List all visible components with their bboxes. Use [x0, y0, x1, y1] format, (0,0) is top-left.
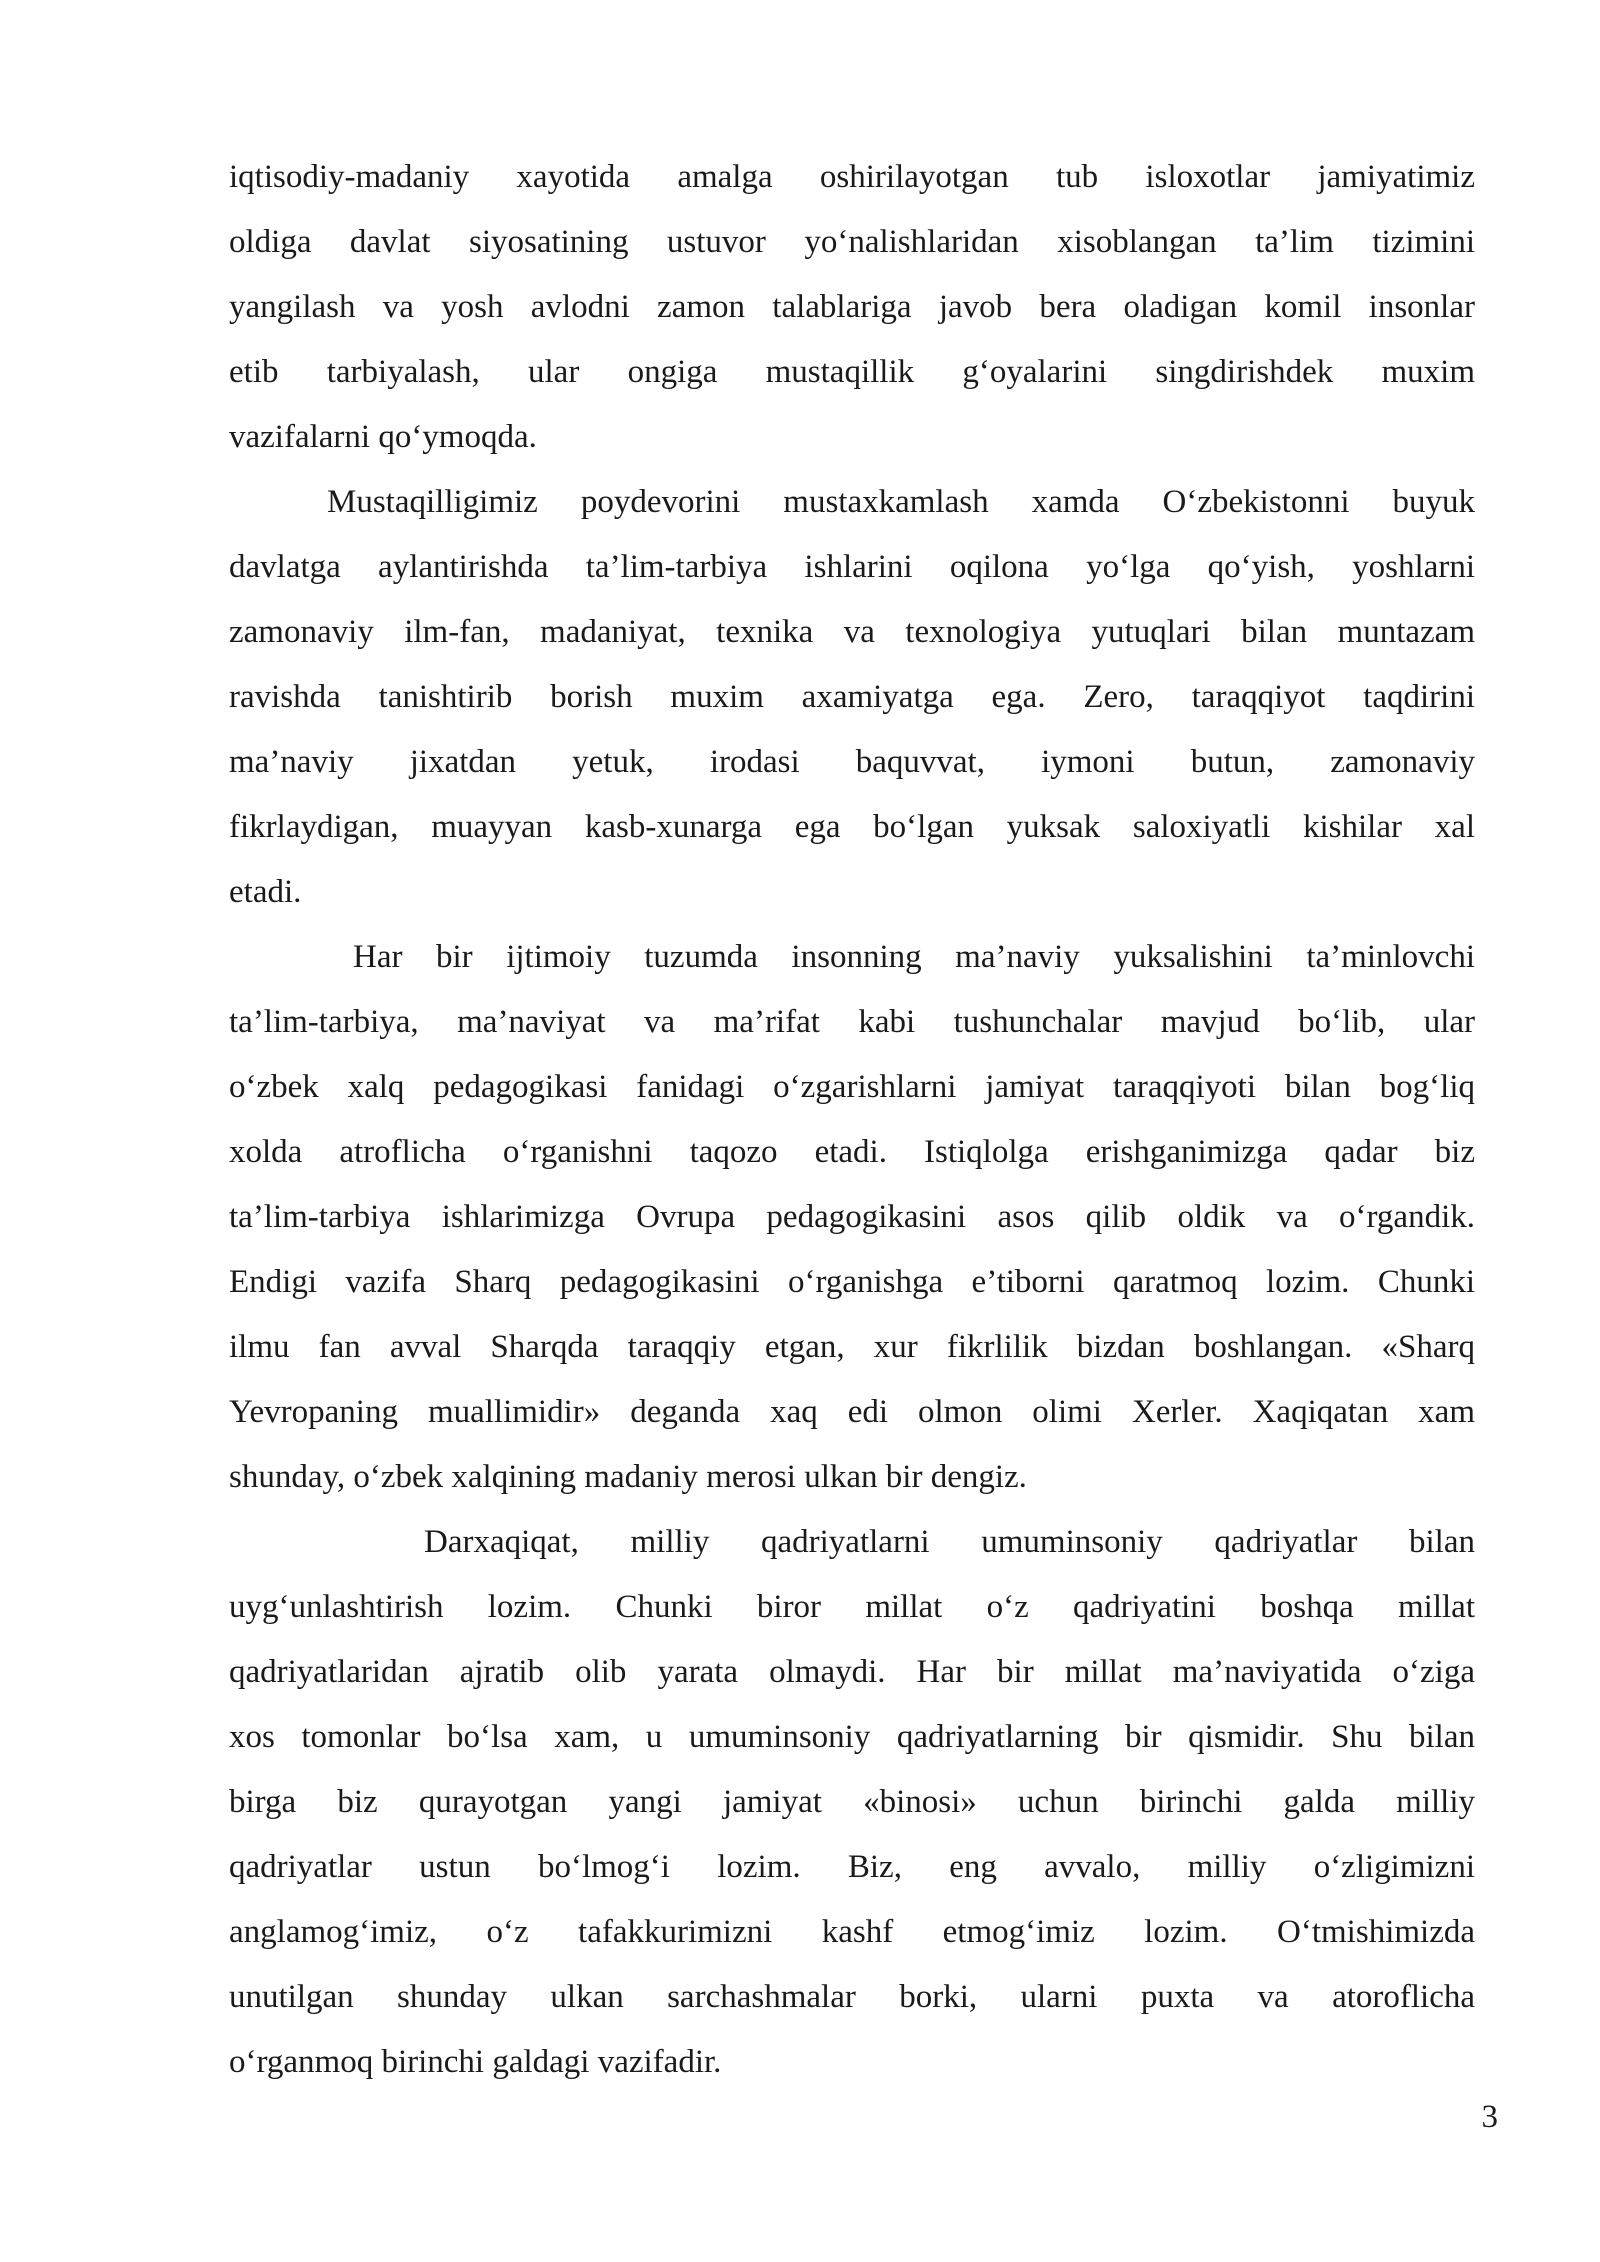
text-line: yangilash va yosh avlodni zamon talablariga javob bera oladigan komil insonlar	[229, 289, 1475, 325]
text-line: ravishda tanishtirib borish muxim axamiyatga ega. Zero, taraqqiyot taqdirini	[229, 679, 1475, 715]
text-line: Endigi vazifa Sharq pedagogikasini o‘rganishga e’tiborni qaratmoq lozim. Chunki	[229, 1264, 1475, 1300]
text-line: shunday, o‘zbek xalqining madaniy merosi ulkan bir dengiz.	[229, 1459, 1027, 1495]
text-line: ta’lim-tarbiya ishlarimizga Ovrupa pedagogikasini asos qilib oldik va o‘rgandik.	[229, 1199, 1475, 1235]
text-line: davlatga aylantirishda ta’lim-tarbiya ishlarini oqilona yo‘lga qo‘yish, yoshlarni	[229, 549, 1475, 585]
text-line: etadi.	[229, 874, 302, 910]
text-line: uyg‘unlashtirish lozim. Chunki biror millat o‘z qadriyatini boshqa millat	[229, 1589, 1475, 1625]
text-line: Darxaqiqat, milliy qadriyatlarni umuminsoniy qadriyatlar bilan	[424, 1524, 1475, 1560]
text-line: vazifalarni qo‘ymoqda.	[229, 419, 537, 455]
text-line: ta’lim-tarbiya, ma’naviyat va ma’rifat kabi tushunchalar mavjud bo‘lib, ular	[229, 1004, 1475, 1040]
text-line: xolda atroflicha o‘rganishni taqozo etadi. Istiqlolga erishganimizga qadar biz	[229, 1134, 1475, 1170]
text-line: etib tarbiyalash, ular ongiga mustaqillik g‘oyalarini singdirishdek muxim	[229, 354, 1475, 390]
text-line: Mustaqilligimiz poydevorini mustaxkamlash xamda O‘zbekistonni buyuk	[327, 484, 1475, 520]
text-line: fikrlaydigan, muayyan kasb-xunarga ega bo‘lgan yuksak saloxiyatli kishilar xal	[229, 809, 1475, 845]
text-line: birga biz qurayotgan yangi jamiyat «binosi» uchun birinchi galda milliy	[229, 1784, 1475, 1820]
text-line: o‘rganmoq birinchi galdagi vazifadir.	[229, 2044, 722, 2080]
page-number: 3	[1481, 2099, 1498, 2135]
text-line: oldiga davlat siyosatining ustuvor yo‘nalishlaridan xisoblangan ta’lim tizimini	[229, 224, 1475, 260]
body-text	[229, 145, 1475, 2095]
text-line: qadriyatlaridan ajratib olib yarata olmaydi. Har bir millat ma’naviyatida o‘ziga	[229, 1654, 1475, 1690]
text-line: zamonaviy ilm-fan, madaniyat, texnika va texnologiya yutuqlari bilan muntazam	[229, 614, 1475, 650]
text-line: Har bir ijtimoiy tuzumda insonning ma’naviy yuksalishini ta’minlovchi	[353, 939, 1475, 975]
text-line: unutilgan shunday ulkan sarchashmalar borki, ularni puxta va atoroflicha	[229, 1979, 1475, 2015]
text-line: qadriyatlar ustun bo‘lmog‘i lozim. Biz, eng avvalo, milliy o‘zligimizni	[229, 1849, 1475, 1885]
text-line: iqtisodiy-madaniy xayotida amalga oshirilayotgan tub isloxotlar jamiyatimiz	[229, 159, 1475, 195]
text-line: o‘zbek xalq pedagogikasi fanidagi o‘zgarishlarni jamiyat taraqqiyoti bilan bog‘liq	[229, 1069, 1475, 1105]
text-line: Yevropaning muallimidir» deganda xaq edi olmon olimi Xerler. Xaqiqatan xam	[229, 1394, 1475, 1430]
text-line: xos tomonlar bo‘lsa xam, u umuminsoniy qadriyatlarning bir qismidir. Shu bilan	[229, 1719, 1475, 1755]
text-line: anglamog‘imiz, o‘z tafakkurimizni kashf etmog‘imiz lozim. O‘tmishimizda	[229, 1914, 1475, 1950]
text-line: ma’naviy jixatdan yetuk, irodasi baquvvat, iymoni butun, zamonaviy	[229, 744, 1475, 780]
text-line: ilmu fan avval Sharqda taraqqiy etgan, xur fikrlilik bizdan boshlangan. «Sharq	[229, 1329, 1475, 1365]
